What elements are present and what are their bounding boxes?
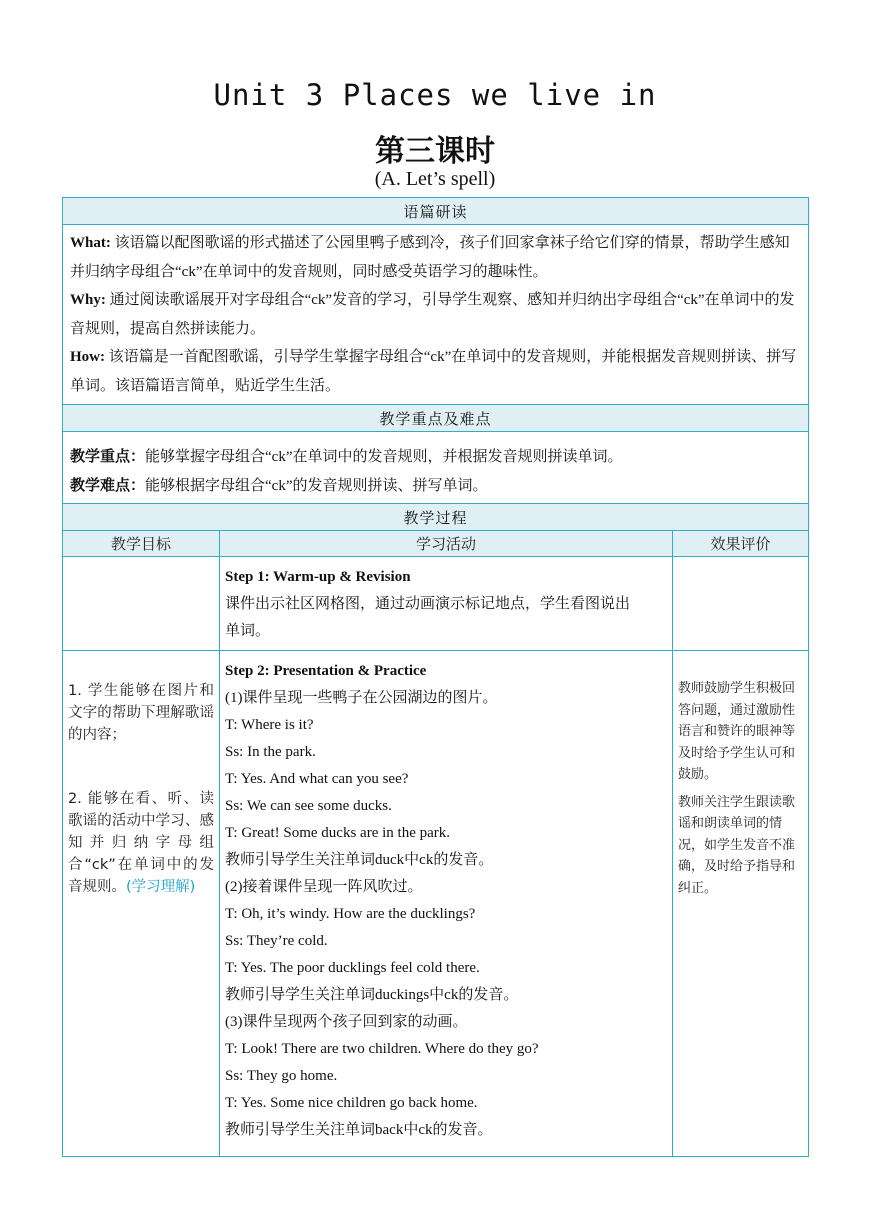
difficult-point-label: 教学难点： bbox=[70, 477, 146, 494]
column-header-evaluation: 效果评价 bbox=[673, 531, 809, 557]
step1-title: Step 1: Warm-up & Revision bbox=[225, 569, 411, 585]
lesson-number: 第三课时 bbox=[375, 134, 495, 169]
goal-item bbox=[68, 788, 214, 898]
what-paragraph bbox=[70, 229, 801, 286]
dialogue-line: Ss: In the park. bbox=[225, 744, 316, 760]
step1-goals-cell bbox=[63, 557, 220, 651]
key-point bbox=[70, 443, 801, 472]
goal-tag: (学习理解) bbox=[126, 879, 196, 895]
lesson-name: (A. Let’s spell) bbox=[374, 168, 496, 190]
dialogue-line: T: Yes. The poor ducklings feel cold there. bbox=[225, 960, 480, 976]
difficult-point bbox=[70, 472, 801, 501]
dialogue-line: 教师引导学生关注单词back中ck的发音。 bbox=[225, 1122, 493, 1138]
study-content bbox=[63, 225, 809, 405]
dialogue-line: T: Where is it? bbox=[225, 717, 314, 733]
column-header-activities: 学习活动 bbox=[220, 531, 673, 557]
what-text: 该语篇以配图歌谣的形式描述了公园里鸭子感到冷，孩子们回家拿袜子给它们穿的情景，帮助学生感知并归纳字母组合“ck”在单词中的发音规则，同时感受英语学习的趣味性。 bbox=[70, 235, 790, 280]
process-heading: 教学过程 bbox=[63, 504, 809, 531]
evaluation-item: 教师关注学生跟读歌谣和朗读单词的情况，如学生发音不准确，及时给予指导和纠正。 bbox=[678, 794, 796, 896]
dialogue-line: (2)接着课件呈现一阵风吹过。 bbox=[225, 879, 423, 895]
dialogue-line: T: Yes. Some nice children go back home. bbox=[225, 1095, 478, 1111]
why-paragraph bbox=[70, 286, 801, 343]
dialogue-line: T: Yes. And what can you see? bbox=[225, 771, 409, 787]
how-text: 该语篇是一首配图歌谣，引导学生掌握字母组合“ck”在单词中的发音规则，并能根据发音规则拼读、拼写单词。该语篇语言简单，贴近学生生活。 bbox=[70, 349, 797, 394]
step2-activities-cell bbox=[220, 651, 673, 1157]
dialogue-line: T: Great! Some ducks are in the park. bbox=[225, 825, 451, 841]
how-paragraph bbox=[70, 343, 801, 400]
dialogue-line: (3)课件呈现两个孩子回到家的动画。 bbox=[225, 1014, 468, 1030]
lesson-plan-table bbox=[62, 197, 809, 1157]
dialogue-line: 教师引导学生关注单词duck中ck的发音。 bbox=[225, 852, 494, 868]
why-label: Why: bbox=[70, 292, 106, 308]
step1-line: 单词。 bbox=[225, 623, 271, 639]
dialogue-line: Ss: They go home. bbox=[225, 1068, 338, 1084]
column-header-goals: 教学目标 bbox=[63, 531, 220, 557]
focus-heading: 教学重点及难点 bbox=[63, 405, 809, 432]
dialogue-line: T: Look! There are two children. Where do they go? bbox=[225, 1041, 539, 1057]
what-label: What: bbox=[70, 235, 111, 251]
lesson-plan-table-wrapper bbox=[62, 197, 808, 1157]
dialogue-line: Ss: We can see some ducks. bbox=[225, 798, 392, 814]
dialogue-line: 教师引导学生关注单词duckings中ck的发音。 bbox=[225, 987, 519, 1003]
step2-title: Step 2: Presentation & Practice bbox=[225, 663, 427, 679]
why-text: 通过阅读歌谣展开对字母组合“ck”发音的学习，引导学生观察、感知并归纳出字母组合“ck”在单词中的发音规则，提高自然拼读能力。 bbox=[70, 292, 795, 337]
difficult-point-text: 能够根据字母组合“ck”的发音规则拼读、拼写单词。 bbox=[145, 477, 488, 494]
step1-line: 课件出示社区网格图，通过动画演示标记地点，学生看图说出 bbox=[225, 596, 631, 612]
dialogue-line: Ss: They’re cold. bbox=[225, 933, 328, 949]
step1-activities-cell bbox=[220, 557, 673, 651]
how-label: How: bbox=[70, 349, 105, 365]
key-point-text: 能够掌握字母组合“ck”在单词中的发音规则，并根据发音规则拼读单词。 bbox=[145, 449, 623, 465]
step1-evaluation-cell bbox=[673, 557, 809, 651]
dialogue-line: (1)课件呈现一些鸭子在公园湖边的图片。 bbox=[225, 690, 498, 706]
dialogue-line: T: Oh, it’s windy. How are the ducklings? bbox=[225, 906, 476, 922]
goal-text: 2. 能够在看、听、读歌谣的活动中学习、感知并归纳字母组合“ck”在单词中的发音规则。 bbox=[68, 791, 214, 895]
study-heading: 语篇研读 bbox=[63, 198, 809, 225]
page-title: Unit 3 Places we live in bbox=[213, 78, 657, 112]
focus-content bbox=[63, 432, 809, 504]
goal-item: 1. 学生能够在图片和文字的帮助下理解歌谣的内容； bbox=[68, 683, 214, 743]
step2-evaluation-cell bbox=[673, 651, 809, 1157]
evaluation-item: 教师鼓励学生积极回答问题，通过激励性语言和赞许的眼神等及时给予学生认可和鼓励。 bbox=[678, 681, 796, 782]
key-point-label: 教学重点： bbox=[70, 449, 146, 465]
step2-goals-cell bbox=[63, 651, 220, 1157]
